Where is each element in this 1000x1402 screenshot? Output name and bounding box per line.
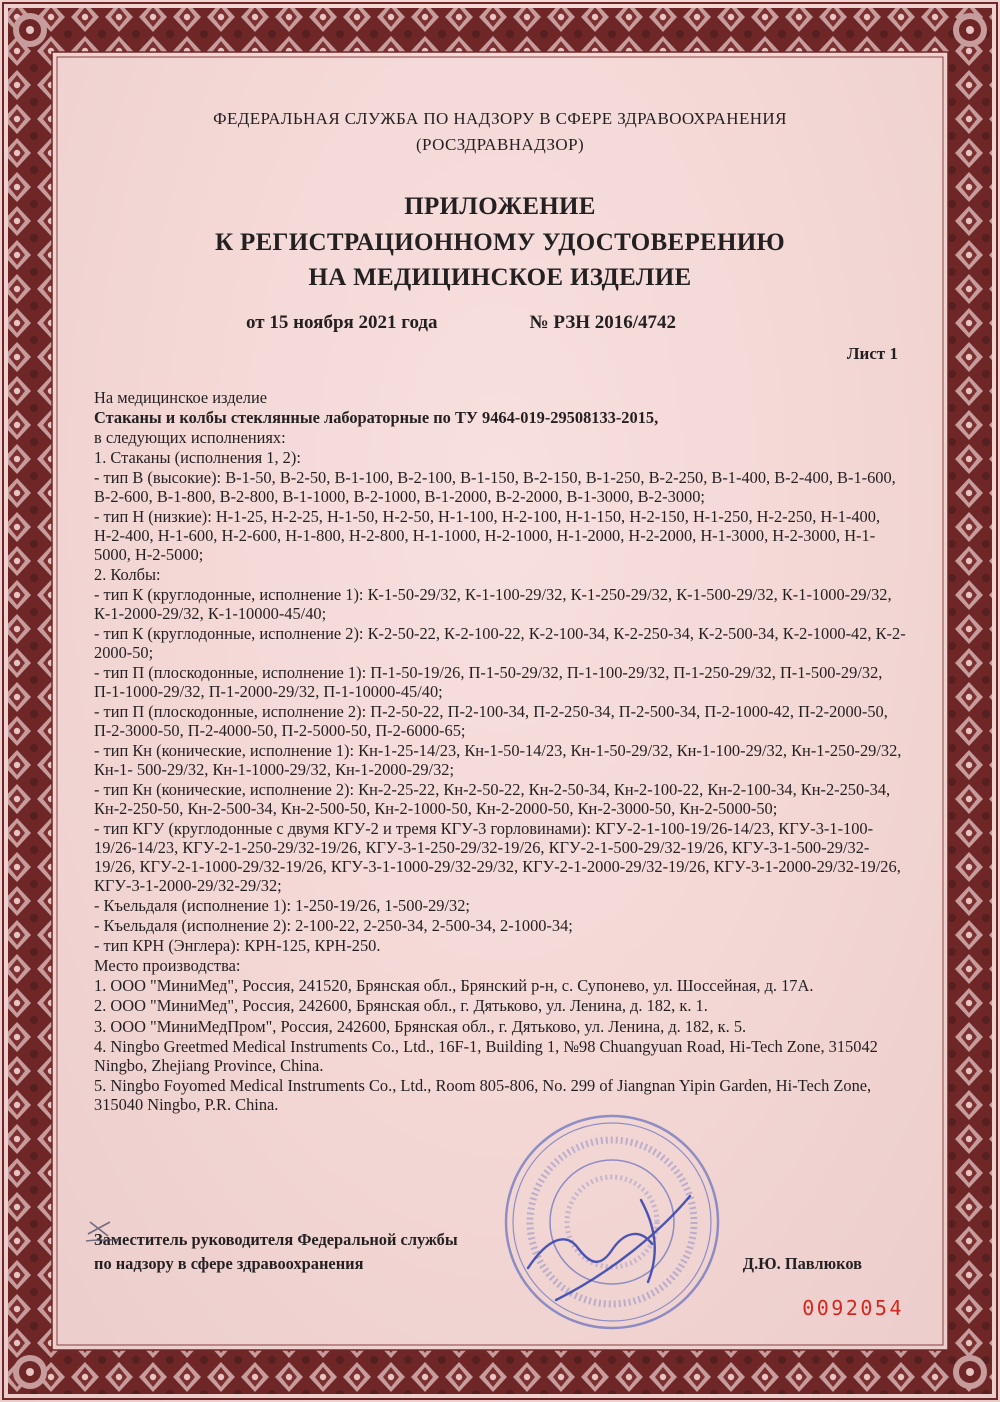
registration-number: № РЗН 2016/4742 xyxy=(529,311,677,333)
body-line: - Къельдаля (исполнение 1): 1-250-19/26, 1-500-29/32; xyxy=(94,896,470,916)
authority-name: ФЕДЕРАЛЬНАЯ СЛУЖБА ПО НАДЗОРУ В СФЕРЕ ЗДРАВООХРАНЕНИЯ xyxy=(213,109,787,128)
product-name: Стаканы и колбы стеклянные лабораторные по ТУ 9464-019-29508133-2015, xyxy=(94,407,659,427)
document-body xyxy=(94,388,906,1114)
document-meta xyxy=(94,312,906,334)
signatory-position-line-2: по надзору в сфере здравоохранения xyxy=(94,1254,364,1274)
signatory-name: Д.Ю. Павлюков xyxy=(742,1254,862,1274)
sheet-number: Лист 1 xyxy=(846,343,898,363)
body-paragraphs xyxy=(94,428,906,1114)
body-line: - тип К (круглодонные, исполнение 1): К-1-50-29/32, К-1-100-29/32, К-1-250-29/32, К-1-500-29/32, К-1-1000-29/32, К-1-2000-29/32, К-1-10000-45/40; xyxy=(94,584,892,623)
body-line: 3. ООО "МиниМедПром", Россия, 242600, Брянская обл., г. Дятьково, ул. Ленина, д. 182, к. 5. xyxy=(94,1016,747,1036)
intro-line: На медицинское изделие xyxy=(94,387,268,407)
body-line: - тип КГУ (круглодонные с двумя КГУ-2 и тремя КГУ-3 горловинами): КГУ-2-1-100-19/26-14/23, КГУ-3-1-100-19/26-14/23, КГУ-2-1-250-29/32-19/26, КГУ-3-1-250-29/32-19/26, КГУ-2-1-500-29/32-19/26, КГУ-3-1-500-29/32-19/26, КГУ-2-1-1000-29/32-19/26, КГУ-3-1-1000-29/32-29/32, КГУ-2-1-2000-29/32-19/26, КГУ-3-1-2000-29/32-19/26, КГУ-3-1-2000-29/32-29/32; xyxy=(94,819,901,896)
body-line: - тип В (высокие): В-1-50, В-2-50, В-1-100, В-2-100, В-1-150, В-2-150, В-1-250, В-2-250, В-1-400, В-2-400, В-1-600, В-2-600, В-1-800, В-2-800, В-1-1000, В-2-1000, В-1-2000, В-2-2000, В-1-3000, В-2-3000; xyxy=(94,467,896,506)
title-line-3: НА МЕДИЦИНСКОЕ ИЗДЕЛИЕ xyxy=(308,264,692,291)
body-line: - тип К (круглодонные, исполнение 2): К-2-50-22, К-2-100-22, К-2-100-34, К-2-250-34, К-2-500-34, К-2-1000-42, К-2-2000-50; xyxy=(94,623,906,662)
body-line: 5. Ningbo Foyomed Medical Instruments Co., Ltd., Room 805-806, No. 299 of Jiangnan Yipin Garden, Hi-Tech Zone, 315040 Ningbo, P.R. China. xyxy=(94,1075,872,1114)
signatory-position xyxy=(94,1228,458,1276)
title-line-1: ПРИЛОЖЕНИЕ xyxy=(404,193,596,220)
body-line: 1. ООО "МиниМед", Россия, 241520, Брянская обл., Брянский р-н, с. Супонево, ул. Шоссейная, д. 17А. xyxy=(94,976,814,996)
document-content xyxy=(60,60,940,1342)
body-line: - тип Кн (конические, исполнение 1): Кн-1-25-14/23, Кн-1-50-14/23, Кн-1-50-29/32, Кн-1-100-29/32, Кн-1-250-29/32, Кн-1- 500-29/32, Кн-1-1000-29/32, Кн-1-2000-29/32; xyxy=(94,741,902,780)
body-line: 2. Колбы: xyxy=(94,564,161,584)
document-title xyxy=(94,189,906,296)
authority-short-name: (РОСЗДРАВНАДЗОР) xyxy=(416,134,584,154)
body-line: - тип П (плоскодонные, исполнение 2): П-2-50-22, П-2-100-34, П-2-250-34, П-2-500-34, П-2-1000-42, П-2-2000-50, П-2-3000-50, П-2-4000-50, П-2-5000-50, П-2-6000-65; xyxy=(94,702,888,741)
signatory-position-line-1: Заместитель руководителя Федеральной службы xyxy=(94,1230,458,1250)
body-line: 4. Ningbo Greetmed Medical Instruments Co., Ltd., 16F-1, Building 1, №98 Chuangyuan Road, Hi-Tech Zone, 315042 Ningbo, Zhejiang Province, China. xyxy=(94,1036,878,1075)
title-line-2: К РЕГИСТРАЦИОННОМУ УДОСТОВЕРЕНИЮ xyxy=(215,228,785,256)
body-line: 2. ООО "МиниМед", Россия, 242600, Брянская обл., г. Дятьково, ул. Ленина, д. 182, к. 1. xyxy=(94,996,708,1016)
body-line: - тип П (плоскодонные, исполнение 1): П-1-50-19/26, П-1-50-29/32, П-1-100-29/32, П-1-250-29/32, П-1-500-29/32, П-1-1000-29/32, П-1-2000-29/32, П-1-10000-45/40; xyxy=(94,662,883,701)
body-line: - тип Н (низкие): Н-1-25, Н-2-25, Н-1-50, Н-2-50, Н-1-100, Н-2-100, Н-1-150, Н-2-150, Н-1-250, Н-2-250, Н-1-400, Н-2-400, Н-1-600, Н-2-600, Н-1-800, Н-2-800, Н-1-1000, Н-2-1000, Н-1-2000, Н-2-2000, Н-1-3000, Н-2-3000, Н-1-5000, Н-2-5000; xyxy=(94,506,881,564)
body-line: 1. Стаканы (исполнения 1, 2): xyxy=(94,447,301,467)
serial-number: 0092054 xyxy=(802,1296,904,1320)
body-line: Место производства: xyxy=(94,956,241,976)
body-line: - тип Кн (конические, исполнение 2): Кн-2-25-22, Кн-2-50-22, Кн-2-50-34, Кн-2-100-22, Кн-2-100-34, Кн-2-250-34, Кн-2-250-50, Кн-2-500-34, Кн-2-500-50, Кн-2-1000-50, Кн-2-2000-50, Кн-2-3000-50, Кн-2-5000-50; xyxy=(94,780,891,819)
body-line: в следующих исполнениях: xyxy=(94,427,286,447)
issue-date: от 15 ноября 2021 года xyxy=(246,311,438,333)
issuing-authority xyxy=(94,106,906,157)
body-line: - Къельдаля (исполнение 2): 2-100-22, 2-250-34, 2-500-34, 2-1000-34; xyxy=(94,916,573,936)
body-line: - тип КРН (Энглера): КРН-125, КРН-250. xyxy=(94,936,381,956)
signature-block xyxy=(94,1228,906,1276)
